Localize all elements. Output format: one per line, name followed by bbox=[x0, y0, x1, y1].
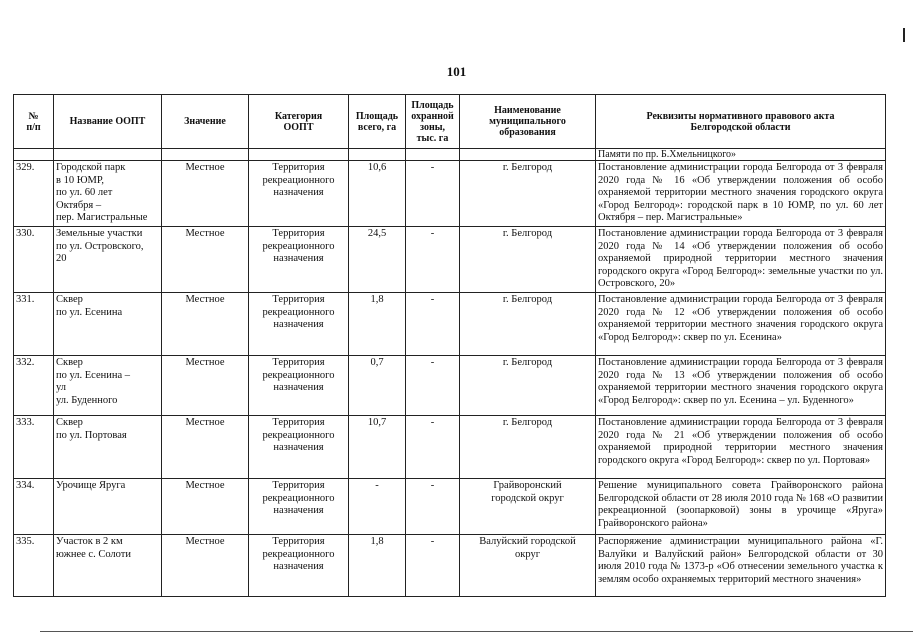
row-name: Сквер по ул. Портовая bbox=[54, 415, 162, 478]
row-municipality: г. Белгород bbox=[460, 226, 596, 292]
row-area-buffer: - bbox=[406, 226, 460, 292]
row-area-total: 24,5 bbox=[349, 226, 406, 292]
table-row bbox=[14, 478, 886, 534]
table-row bbox=[14, 226, 886, 292]
table-row bbox=[14, 534, 886, 596]
row-act: Распоряжение администрации муниципального района «Г. Валуйки и Валуйский район» Белгородской области от 30 июля 2010 года № 1373-р «Об отнесении земельного участка к землям особо охраняемых территорий местного значения» bbox=[596, 534, 886, 596]
row-significance: Местное bbox=[162, 478, 249, 534]
page-number: 101 bbox=[446, 64, 467, 79]
row-name: Земельные участки по ул. Островского, 20 bbox=[54, 226, 162, 292]
row-area-total: 1,8 bbox=[349, 292, 406, 355]
row-category: Территория рекреационного назначения bbox=[249, 355, 349, 415]
row-municipality: Валуйский городской округ bbox=[460, 534, 596, 596]
table-row bbox=[14, 415, 886, 478]
row-area-buffer: - bbox=[406, 534, 460, 596]
row-name: Сквер по ул. Есенина bbox=[54, 292, 162, 355]
row-category: Территория рекреационного назначения bbox=[249, 161, 349, 227]
row-act: Постановление администрации города Белгорода от 3 февраля 2020 года № 16 «Об утверждении положения об особо охраняемой территории местного значения городского округа «Город Белгород»: городской парк в 10 ЮМР, по ул. 60 лет Октября – пер. Магистральные» bbox=[596, 161, 886, 227]
row-area-buffer: - bbox=[406, 355, 460, 415]
page-edge-mark bbox=[903, 28, 913, 42]
row-area-buffer: - bbox=[406, 415, 460, 478]
row-municipality: г. Белгород bbox=[460, 415, 596, 478]
header-area-total: Площадь всего, га bbox=[349, 95, 406, 149]
row-act: Постановление администрации города Белгорода от 3 февраля 2020 года № 13 «Об утверждении положения об особо охраняемой территории местного значения городского округа «Город Белгород»: сквер по ул. Есенина – ул. Буденного» bbox=[596, 355, 886, 415]
row-num: 333. bbox=[14, 415, 54, 478]
row-num: 330. bbox=[14, 226, 54, 292]
row-category: Территория рекреационного назначения bbox=[249, 415, 349, 478]
header-name: Название ООПТ bbox=[54, 95, 162, 149]
table-row bbox=[14, 355, 886, 415]
row-area-total: 0,7 bbox=[349, 355, 406, 415]
row-num: 334. bbox=[14, 478, 54, 534]
row-area-total: 1,8 bbox=[349, 534, 406, 596]
bottom-rule bbox=[40, 631, 913, 632]
row-num: 329. bbox=[14, 161, 54, 227]
row-area-buffer: - bbox=[406, 292, 460, 355]
header-municipality: Наименование муниципального образования bbox=[460, 95, 596, 149]
row-name: Урочище Яруга bbox=[54, 478, 162, 534]
header-category: Категория ООПТ bbox=[249, 95, 349, 149]
row-significance: Местное bbox=[162, 534, 249, 596]
header-act: Реквизиты нормативного правового акта Белгородской области bbox=[596, 95, 886, 149]
row-area-total: - bbox=[349, 478, 406, 534]
header-row bbox=[14, 95, 886, 149]
row-municipality: г. Белгород bbox=[460, 161, 596, 227]
table-row bbox=[14, 161, 886, 227]
header-num: № п/п bbox=[14, 95, 54, 149]
header-area-buffer: Площадь охранной зоны, тыс. га bbox=[406, 95, 460, 149]
row-significance: Местное bbox=[162, 226, 249, 292]
continuation-text: Памяти по пр. Б.Хмельницкого» bbox=[596, 149, 886, 161]
row-act: Постановление администрации города Белгорода от 3 февраля 2020 года № 14 «Об утверждении положения об особо охраняемой природной территории местного значения городского округа «Город Белгород»: земельные участки по ул. Островского, 20» bbox=[596, 226, 886, 292]
row-significance: Местное bbox=[162, 161, 249, 227]
table-row bbox=[14, 292, 886, 355]
row-area-total: 10,7 bbox=[349, 415, 406, 478]
row-name: Сквер по ул. Есенина – ул ул. Буденного bbox=[54, 355, 162, 415]
row-act: Решение муниципального совета Грайворонского района Белгородской области от 28 июля 2010 года № 168 «О развитии рекреационной (зоопарковой) зоны в урочище «Яруга» Грайворонского района» bbox=[596, 478, 886, 534]
row-category: Территория рекреационного назначения bbox=[249, 534, 349, 596]
row-municipality: г. Белгород bbox=[460, 292, 596, 355]
row-significance: Местное bbox=[162, 292, 249, 355]
row-area-buffer: - bbox=[406, 478, 460, 534]
row-significance: Местное bbox=[162, 355, 249, 415]
row-act: Постановление администрации города Белгорода от 3 февраля 2020 года № 21 «Об утверждении положения об особо охраняемой природной территории местного значения городского округа «Город Белгород»: сквер по ул. Портовая» bbox=[596, 415, 886, 478]
row-num: 331. bbox=[14, 292, 54, 355]
header-significance: Значение bbox=[162, 95, 249, 149]
row-category: Территория рекреационного назначения bbox=[249, 292, 349, 355]
row-municipality: г. Белгород bbox=[460, 355, 596, 415]
row-num: 332. bbox=[14, 355, 54, 415]
row-name: Городской парк в 10 ЮМР, по ул. 60 лет Октября – пер. Магистральные bbox=[54, 161, 162, 227]
row-num: 335. bbox=[14, 534, 54, 596]
row-act: Постановление администрации города Белгорода от 3 февраля 2020 года № 12 «Об утверждении положения об особо охраняемой территории местного значения городского округа «Город Белгород»: сквер по ул. Есенина» bbox=[596, 292, 886, 355]
row-name: Участок в 2 км южнее с. Солоти bbox=[54, 534, 162, 596]
continuation-row bbox=[14, 149, 886, 161]
row-significance: Местное bbox=[162, 415, 249, 478]
row-category: Территория рекреационного назначения bbox=[249, 478, 349, 534]
row-category: Территория рекреационного назначения bbox=[249, 226, 349, 292]
protected-areas-table bbox=[13, 94, 886, 597]
row-area-total: 10,6 bbox=[349, 161, 406, 227]
row-area-buffer: - bbox=[406, 161, 460, 227]
row-municipality: Грайворонский городской округ bbox=[460, 478, 596, 534]
